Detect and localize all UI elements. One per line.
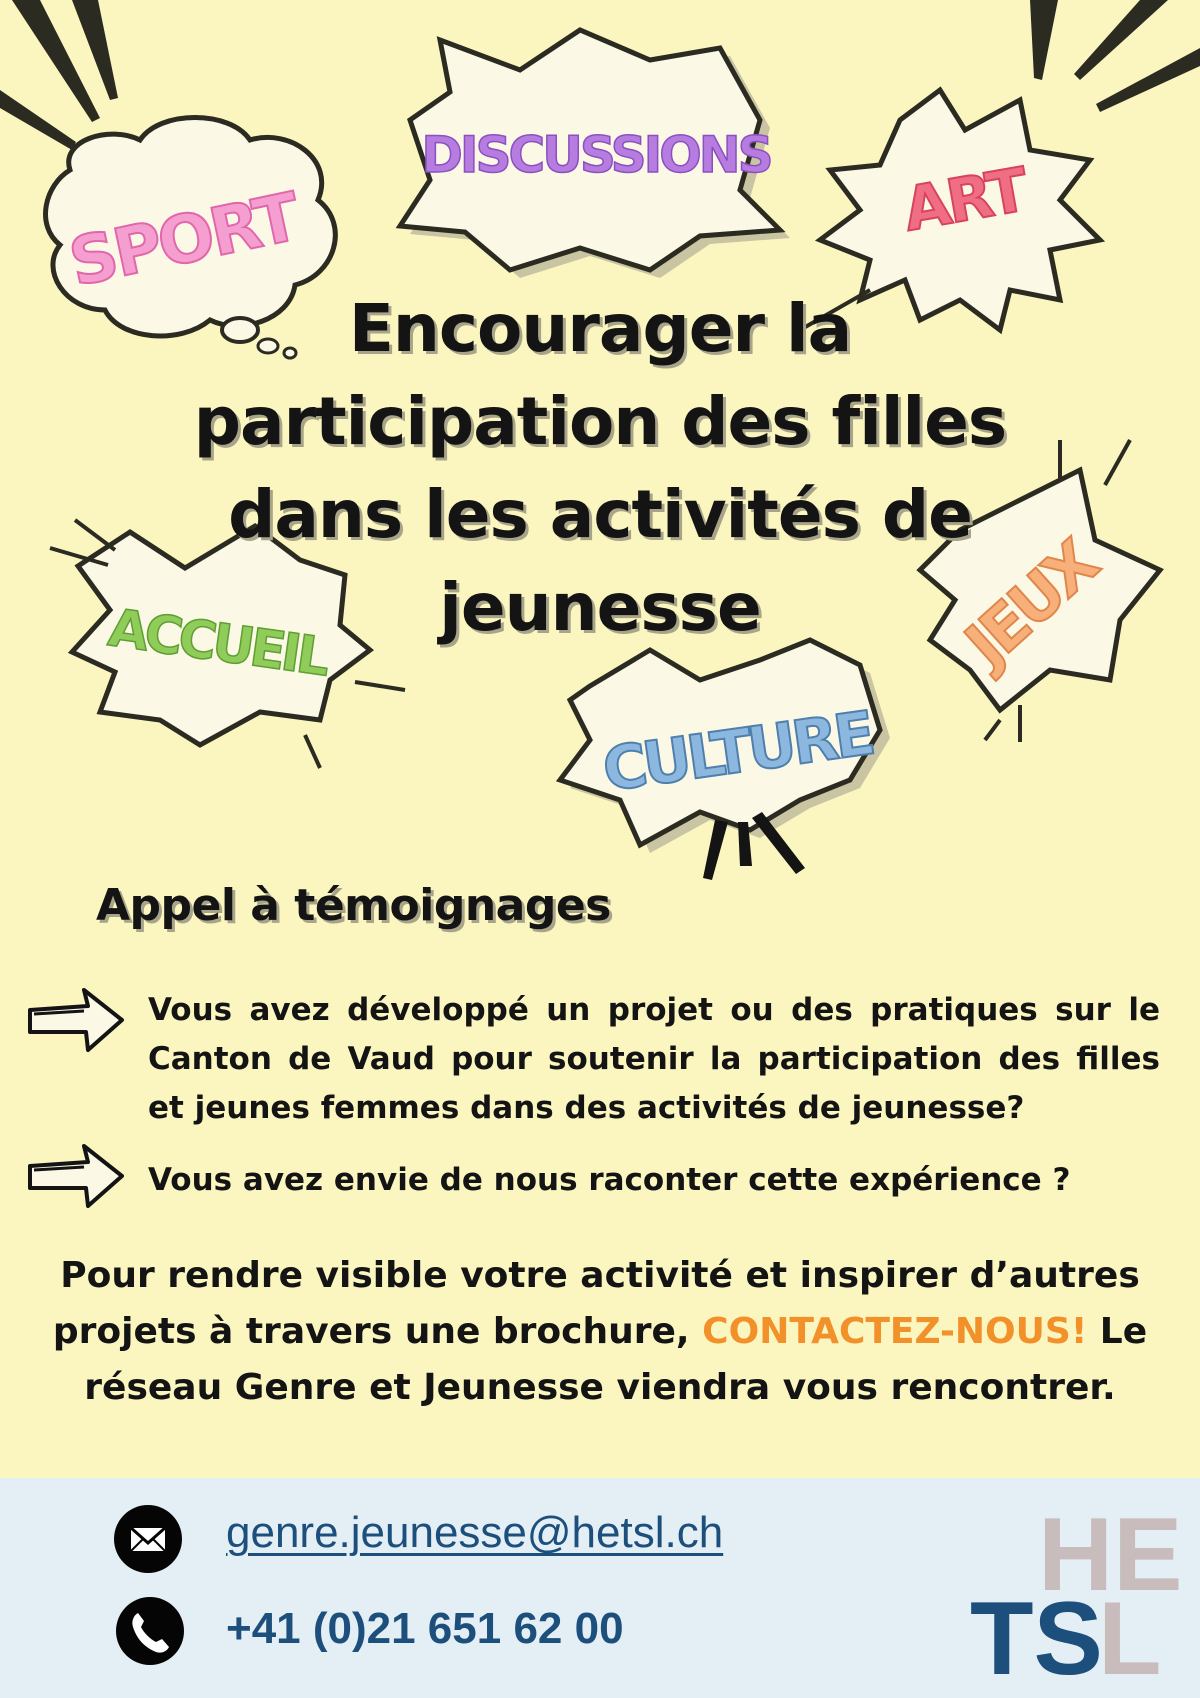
art-label: ART <box>898 155 1031 246</box>
headline-line-3: dans les activités de <box>228 476 972 553</box>
burst-lines-top-right <box>1030 0 1200 112</box>
culture-bubble <box>560 640 890 880</box>
jeux-label: JEUX <box>951 527 1110 681</box>
email-link[interactable]: genre.jeunesse@hetsl.ch <box>226 1508 724 1557</box>
list-item: Vous avez envie de nous raconter cette expérience ? <box>148 1162 1071 1198</box>
headline-line-1: Encourager la <box>348 290 852 367</box>
burst-lines-top-left <box>0 0 118 150</box>
hetsl-logo <box>970 1497 1183 1697</box>
headline-line-4: jeunesse <box>439 569 761 646</box>
phone-icon <box>116 1597 184 1665</box>
discussions-bubble <box>400 30 790 278</box>
headline <box>150 282 1050 654</box>
list-item: Vous avez développé un projet ou des pratiques sur le Canton de Vaud pour soutenir la participation des filles et jeunes femmes dans des activités de jeunesse? <box>148 992 1160 1126</box>
phone-link[interactable]: +41 (0)21 651 62 00 <box>226 1604 624 1653</box>
contact-us-callout: CONTACTEZ-NOUS! <box>702 1311 1088 1352</box>
closing-paragraph <box>50 1248 1150 1416</box>
closing-text-end: Le réseau Genre et Jeunesse viendra vous rencontrer. <box>84 1311 1148 1408</box>
accueil-label: ACCUEIL <box>104 598 330 689</box>
arrow-right-icon <box>26 986 126 1054</box>
section-title: Appel à témoignages <box>96 880 611 931</box>
logo-ts: TS <box>970 1581 1103 1697</box>
logo-l: L <box>1098 1581 1162 1697</box>
discussions-label: DISCUSSIONS <box>421 126 771 184</box>
arrow-right-icon <box>26 1142 126 1210</box>
headline-line-2: participation des filles <box>193 383 1007 460</box>
closing-text-start: Pour rendre visible votre activité et inspirer d’autres projets à travers une brochure, <box>52 1255 1140 1352</box>
culture-label: CULTURE <box>598 698 876 806</box>
envelope-icon <box>114 1505 182 1573</box>
sport-label: SPORT <box>62 178 304 302</box>
logo-he: HE <box>1038 1497 1183 1613</box>
